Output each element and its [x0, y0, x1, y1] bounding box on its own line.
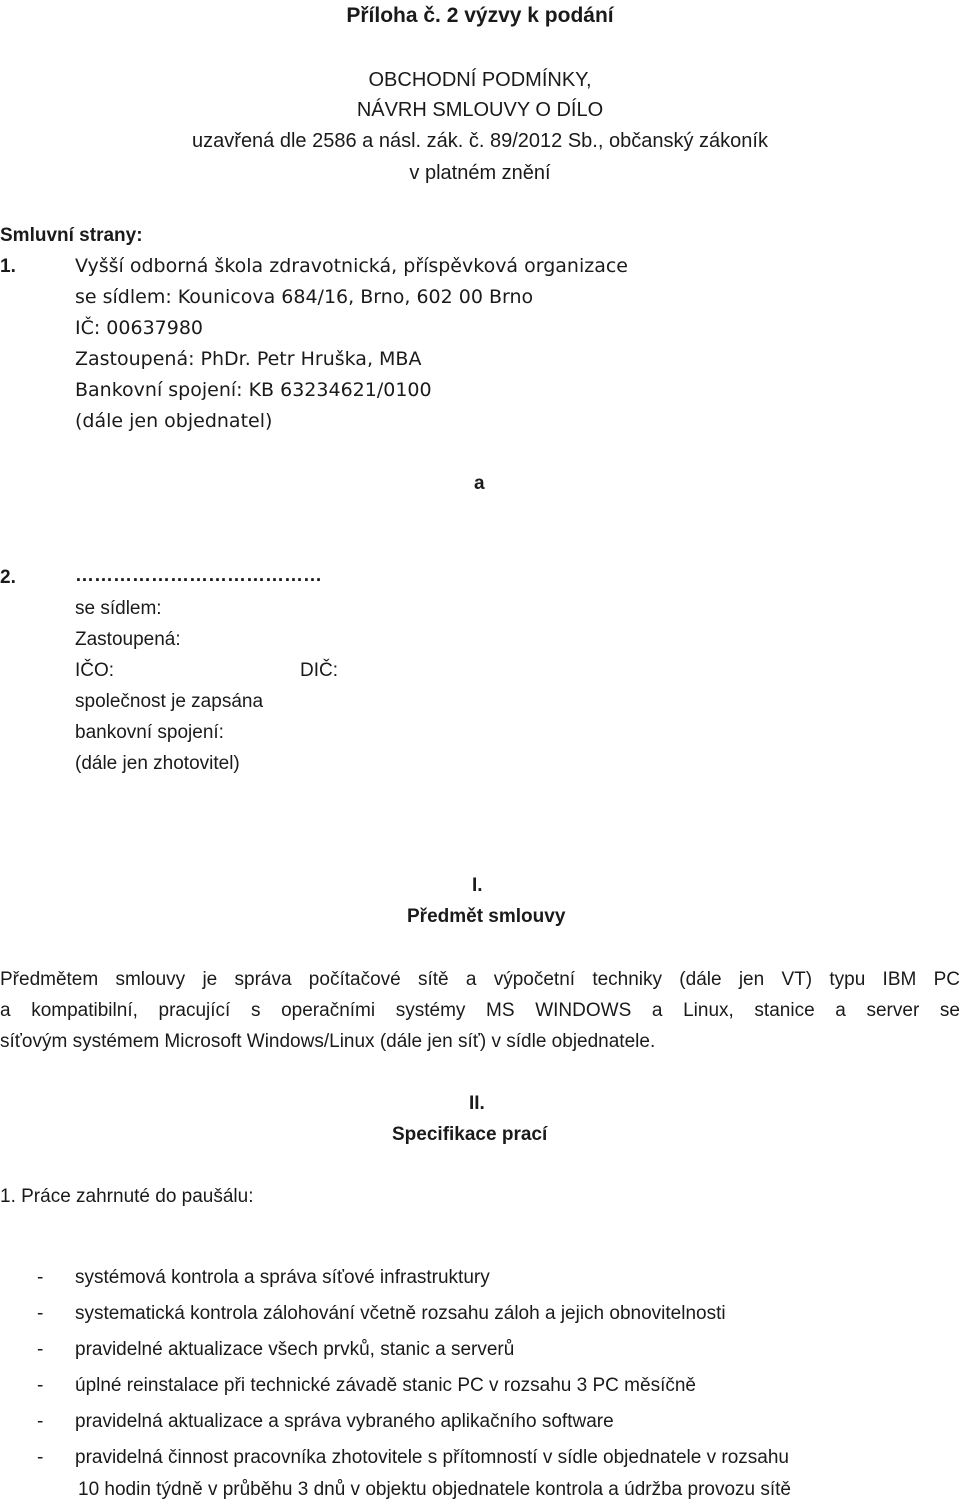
bullet-mark: -: [37, 1411, 44, 1432]
bullet-item: systematická kontrola zálohování včetně rozsahu záloh a jejich obnovitelnosti: [75, 1303, 726, 1324]
section1-title: Předmět smlouvy: [407, 906, 566, 927]
party1-number: 1.: [0, 256, 16, 277]
bullet-item: pravidelné aktualizace všech prvků, stanic a serverů: [75, 1339, 515, 1360]
section1-paragraph-line: Předmětem smlouvy je správa počítačové sítě a výpočetní techniky (dále jen VT) typu IBM PC: [0, 969, 960, 990]
party2-number: 2.: [0, 567, 16, 588]
parties-label: Smluvní strany:: [0, 225, 143, 246]
party2-registered: společnost je zapsána: [75, 691, 264, 712]
bullet-item: pravidelná aktualizace a správa vybraného aplikačního software: [75, 1411, 614, 1432]
bullet-mark: -: [37, 1339, 44, 1360]
bullet-mark: -: [37, 1267, 44, 1288]
party2-ico: IČO:: [75, 660, 115, 681]
party2-name-placeholder: …………………………………: [75, 565, 322, 586]
party2-dic: DIČ:: [300, 660, 338, 681]
bullet-item: systémová kontrola a správa síťové infrastruktury: [75, 1267, 490, 1288]
bullet-mark: -: [37, 1447, 44, 1468]
party1-name: Vyšší odborná škola zdravotnická, příspěvková organizace: [75, 255, 628, 277]
party1-role: (dále jen objednatel): [75, 410, 273, 432]
party1-bank: Bankovní spojení: KB 63234621/0100: [75, 379, 432, 401]
annex-title: Příloha č. 2 výzvy k podání: [346, 4, 614, 27]
legal-basis-2: v platném znění: [409, 162, 551, 184]
terms-heading: OBCHODNÍ PODMÍNKY,: [368, 69, 592, 91]
party2-represented: Zastoupená:: [75, 629, 181, 650]
contract-heading: NÁVRH SMLOUVY O DÍLO: [356, 99, 604, 121]
section1-paragraph-line: a kompatibilní, pracující s operačními systémy MS WINDOWS a Linux, stanice a server se: [0, 1000, 960, 1021]
bullet-mark: -: [37, 1303, 44, 1324]
legal-basis: uzavřená dle 2586 a násl. zák. č. 89/2012 Sb., občanský zákoník: [192, 130, 768, 152]
party1-ic: IČ: 00637980: [75, 317, 204, 339]
section2-subheading: 1. Práce zahrnuté do paušálu:: [0, 1186, 254, 1207]
section2-number: II.: [469, 1093, 485, 1114]
parties-conjunction: a: [474, 473, 485, 494]
section1-number: I.: [472, 875, 483, 896]
party2-seat: se sídlem:: [75, 598, 162, 619]
bullet-mark: -: [37, 1375, 44, 1396]
party1-seat: se sídlem: Kounicova 684/16, Brno, 602 00 Brno: [75, 286, 534, 308]
section1-paragraph-line: síťovým systémem Microsoft Windows/Linux (dále jen síť) v sídle objednatele.: [0, 1031, 656, 1052]
party2-bank: bankovní spojení:: [75, 722, 224, 743]
bullet-continuation: 10 hodin týdně v průběhu 3 dnů v objektu objednatele kontrola a údržba provozu sítě: [78, 1479, 792, 1500]
bullet-item: úplné reinstalace při technické závadě stanic PC v rozsahu 3 PC měsíčně: [75, 1375, 696, 1396]
bullet-item: pravidelná činnost pracovníka zhotovitele s přítomností v sídle objednatele v rozsahu: [75, 1447, 789, 1468]
section2-title: Specifikace prací: [392, 1124, 548, 1145]
party1-represented: Zastoupená: PhDr. Petr Hruška, MBA: [75, 348, 422, 370]
party2-role: (dále jen zhotovitel): [75, 753, 240, 774]
